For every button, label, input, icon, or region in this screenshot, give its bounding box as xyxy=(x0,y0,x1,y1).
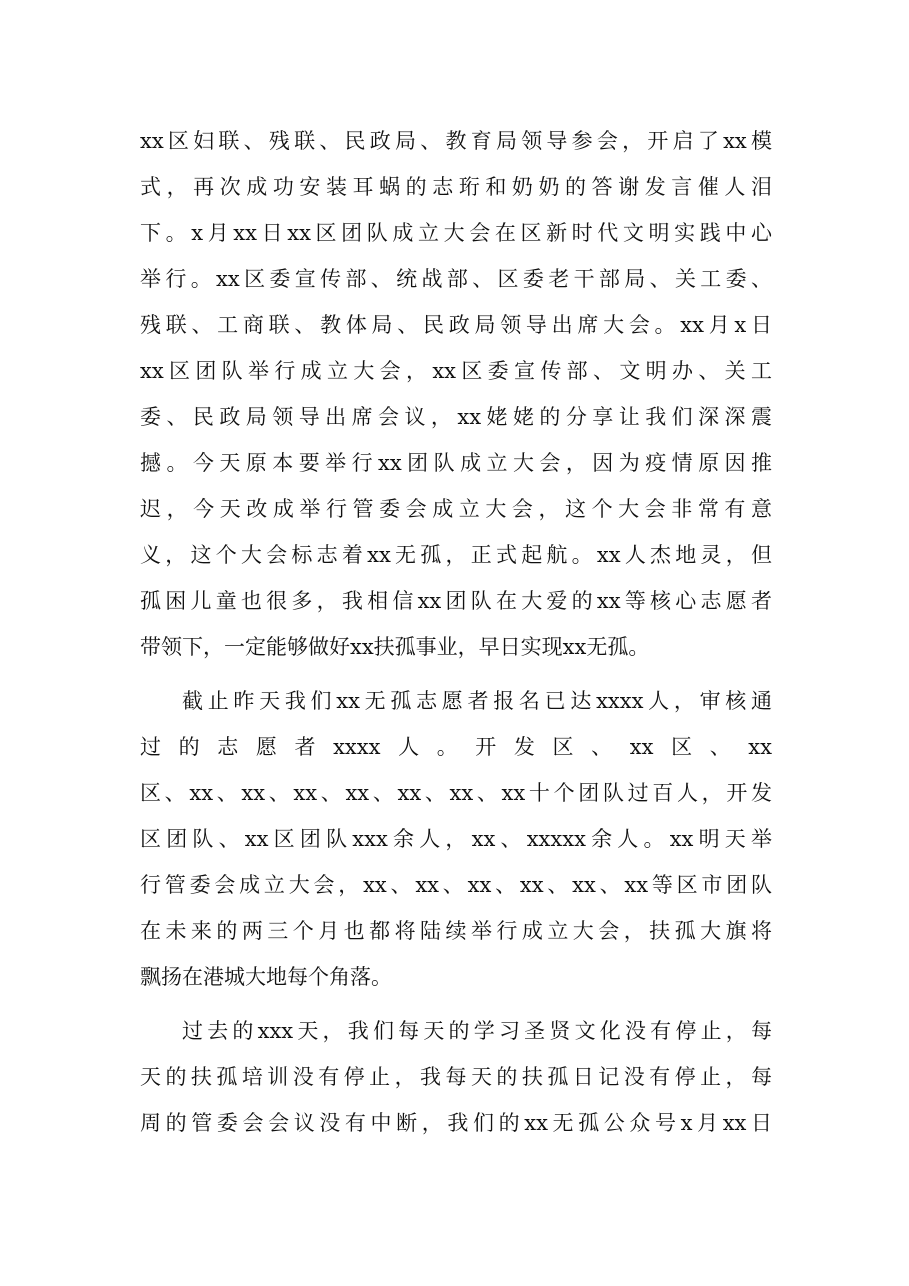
text-line: 过去的xxx天，我们每天的学习圣贤文化没有停止，每 xyxy=(182,1019,772,1043)
text-line: 带领下，一定能够做好xx扶孤事业，早日实现xx无孤。 xyxy=(140,635,650,659)
text-line: xx区团队举行成立大会，xx区委宣传部、文明办、关工 xyxy=(140,359,772,383)
paragraph-1 xyxy=(140,118,772,670)
text-line: 周的管委会会议没有中断，我们的xx无孤公众号x月xx日 xyxy=(140,1111,772,1135)
text-line: 区、xx、xx、xx、xx、xx、xx、xx十个团队过百人，开发 xyxy=(140,781,772,805)
text-line: 义，这个大会标志着xx无孤，正式起航。xx人杰地灵，但 xyxy=(140,543,772,567)
text-line: 举行。xx区委宣传部、统战部、区委老干部局、关工委、 xyxy=(140,267,772,291)
text-line: 行管委会成立大会，xx、xx、xx、xx、xx、xx等区市团队 xyxy=(140,873,772,897)
text-line: 飘扬在港城大地每个角落。 xyxy=(140,965,392,989)
text-line: xx区妇联、残联、民政局、教育局领导参会，开启了xx模 xyxy=(140,129,772,153)
paragraph-2 xyxy=(140,678,772,1000)
text-line: 撼。今天原本要举行xx团队成立大会，因为疫情原因推 xyxy=(140,451,772,475)
text-line: 区团队、xx区团队xxx余人，xx、xxxxx余人。xx明天举 xyxy=(140,827,772,851)
text-line: 在未来的两三个月也都将陆续举行成立大会，扶孤大旗将 xyxy=(140,919,772,943)
text-line: 委、民政局领导出席会议，xx姥姥的分享让我们深深震 xyxy=(140,405,772,429)
text-line: 下。x月xx日xx区团队成立大会在区新时代文明实践中心 xyxy=(140,221,772,245)
text-line: 截止昨天我们xx无孤志愿者报名已达xxxx人，审核通 xyxy=(182,689,772,713)
text-line: 孤困儿童也很多，我相信xx团队在大爱的xx等核心志愿者 xyxy=(140,589,772,613)
text-line: 天的扶孤培训没有停止，我每天的扶孤日记没有停止，每 xyxy=(140,1065,772,1089)
text-line: 式，再次成功安装耳蜗的志珩和奶奶的答谢发言催人泪 xyxy=(140,175,772,199)
text-line: 残联、工商联、教体局、民政局领导出席大会。xx月x日 xyxy=(140,313,772,337)
document-body xyxy=(140,118,772,1146)
paragraph-spacer xyxy=(140,1000,772,1008)
text-line: 过的志愿者xxxx人。开发区、xx区、xx xyxy=(140,735,772,759)
text-line: 迟，今天改成举行管委会成立大会，这个大会非常有意 xyxy=(140,497,772,521)
paragraph-3 xyxy=(140,1008,772,1146)
paragraph-spacer xyxy=(140,670,772,678)
